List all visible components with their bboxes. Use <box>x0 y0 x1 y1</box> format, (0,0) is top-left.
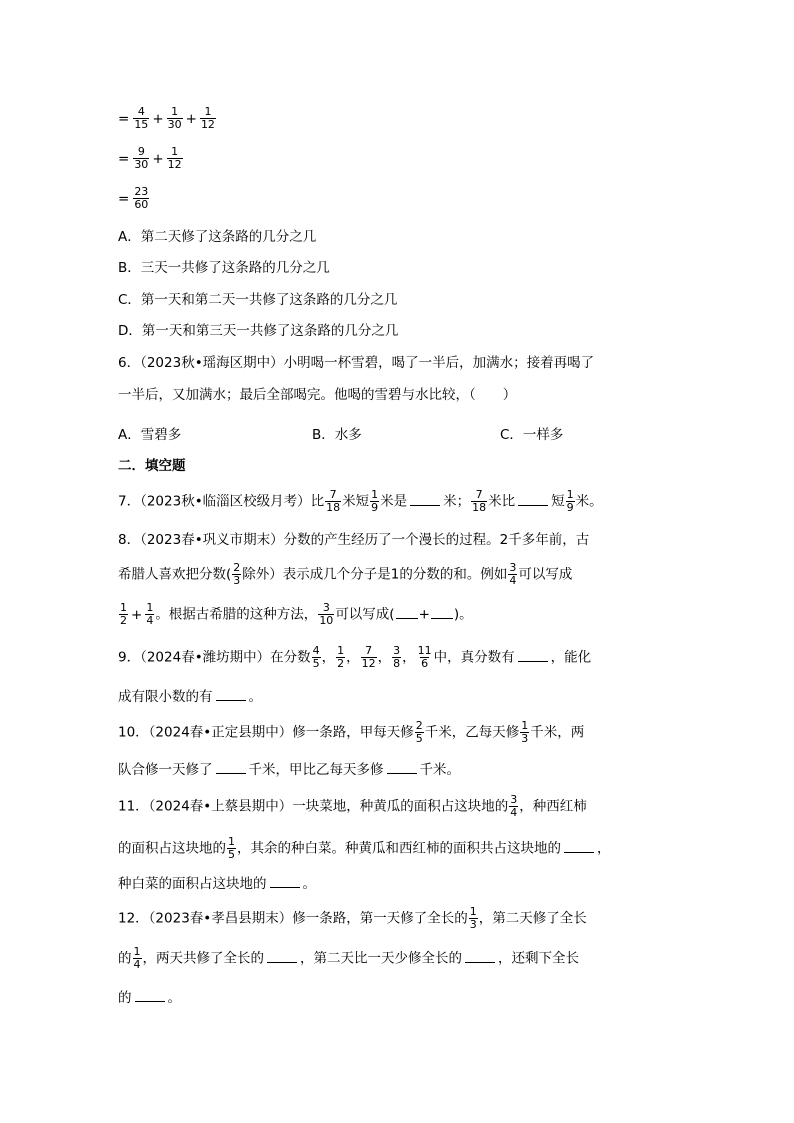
q12-line-1: 12．（2023春•孝昌县期末）修一条路，第一天修了全长的 $\frac{1}{3}$ ，第二天修了全长 <box>118 905 587 931</box>
answer-blank[interactable] <box>431 604 453 619</box>
q9-line-1: 9．（2024春•潍坊期中）在分数 $\frac{4}{5}$ ， $\frac{1}{2}$ ， $\frac{7}{12}$ ， $\frac{3}{8}$ ， $\frac{11}{6}$ 中，真分数有 ，能化 <box>118 644 592 670</box>
fraction: $\frac{1}{12}$ <box>200 105 215 131</box>
q10-line-2: 队合修一天修了 千米，甲比乙每天多修 千米。 <box>118 759 460 780</box>
q11-line-3: 种白菜的面积占这块地的 。 <box>118 873 316 894</box>
q11-line-1: 11．（2024春•上蔡县期中）一块菜地，种黄瓜的面积占这块地的 $\frac{3}{4}$ ，种西红柿 <box>118 793 587 819</box>
fraction: $\frac{7}{12}$ <box>361 644 376 670</box>
solution-step-3: = $\frac{23}{60}$ <box>118 185 149 211</box>
fraction: $\frac{1}{9}$ <box>371 488 379 514</box>
section-title-fill-blank: 二．填空题 <box>118 458 186 474</box>
answer-blank[interactable] <box>410 491 440 506</box>
q6-option-a: A．雪碧多 <box>118 427 182 443</box>
q10-line-1: 10．（2024春•正定县期中）修一条路，甲每天修 $\frac{2}{5}$ 千米，乙每天修 $\frac{1}{3}$ 千米，两 <box>118 719 585 745</box>
q9-line-2: 成有限小数的有 。 <box>118 686 262 707</box>
fraction: $\frac{7}{18}$ <box>472 488 487 514</box>
answer-blank[interactable] <box>518 491 548 506</box>
fraction: $\frac{1}{30}$ <box>167 105 182 131</box>
answer-blank[interactable] <box>465 948 495 963</box>
q6-line-2: 一半后，又加满水；最后全部喝完。他喝的雪碧与水比较，（ ） <box>118 387 517 403</box>
q5-option-d: D．第一天和第三天一共修了这条路的几分之几 <box>118 323 399 339</box>
q8-line-1: 8．（2023春•巩义市期末）分数的产生经历了一个漫长的过程。2千多年前，古 <box>118 532 590 548</box>
answer-blank[interactable] <box>267 948 297 963</box>
solution-step-2: = $\frac{9}{30}$ + $\frac{1}{12}$ <box>118 145 182 171</box>
answer-blank[interactable] <box>396 604 418 619</box>
q8-line-2: 希腊人喜欢把分数( $\frac{2}{3}$ 除外）表示成几个分子是1的分数的和。例如 $\frac{3}{4}$ 可以写成 <box>118 561 573 587</box>
answer-blank[interactable] <box>216 759 246 774</box>
fraction: $\frac{1}{2}$ <box>120 601 127 627</box>
answer-blank[interactable] <box>270 873 300 888</box>
q5-option-c: C．第一天和第二天一共修了这条路的几分之几 <box>118 292 398 308</box>
fraction: $\frac{1}{5}$ <box>228 835 235 861</box>
fraction: $\frac{1}{12}$ <box>167 145 182 171</box>
fraction: $\frac{1}{3}$ <box>469 905 477 931</box>
answer-blank[interactable] <box>518 647 548 662</box>
fraction: $\frac{3}{4}$ <box>510 793 518 819</box>
answer-blank[interactable] <box>564 838 594 853</box>
q7-line: 7．（2023秋•临淄区校级月考）比 $\frac{7}{18}$ 米短 $\frac{1}{9}$ 米是 米； $\frac{7}{18}$ 米比 短 $\frac{1}{9}$ 米。 <box>118 488 603 514</box>
fraction: $\frac{7}{18}$ <box>326 488 341 514</box>
fraction: $\frac{4}{15}$ <box>134 105 149 131</box>
answer-blank[interactable] <box>216 686 246 701</box>
solution-step-1: = $\frac{4}{15}$ + $\frac{1}{30}$ + $\frac{1}{12}$ <box>118 105 215 131</box>
q12-line-2: 的 $\frac{1}{4}$ ，两天共修了全长的 ，第二天比一天少修全长的 ，还剩下全长 <box>118 945 579 971</box>
fraction: $\frac{2}{5}$ <box>415 719 423 745</box>
fraction: $\frac{1}{4}$ <box>133 945 141 971</box>
answer-blank[interactable] <box>387 759 417 774</box>
fraction: $\frac{1}{9}$ <box>566 488 574 514</box>
fraction: $\frac{4}{5}$ <box>312 644 320 670</box>
q6-option-b: B．水多 <box>312 427 362 443</box>
q11-line-2: 的面积占这块地的 $\frac{1}{5}$ ，其余的种白菜。种黄瓜和西红柿的面积共占这块地的 ， <box>118 835 611 861</box>
fraction: $\frac{3}{10}$ <box>319 601 334 627</box>
answer-blank[interactable] <box>135 987 165 1002</box>
fraction: $\frac{9}{30}$ <box>134 145 149 171</box>
fraction: $\frac{1}{4}$ <box>146 601 154 627</box>
q6-option-c: C．一样多 <box>500 427 564 443</box>
q5-option-a: A．第二天修了这条路的几分之几 <box>118 229 317 245</box>
fraction: $\frac{3}{8}$ <box>393 644 401 670</box>
q12-line-3: 的 。 <box>118 987 181 1008</box>
fraction: $\frac{1}{2}$ <box>337 644 345 670</box>
q8-line-3: $\frac{1}{2}$ + $\frac{1}{4}$ 。根据古希腊的这种方法， $\frac{3}{10}$ 可以写成( + )。 <box>120 601 473 627</box>
fraction: $\frac{23}{60}$ <box>134 185 149 211</box>
q5-option-b: B．三天一共修了这条路的几分之几 <box>118 260 330 276</box>
fraction: $\frac{11}{6}$ <box>417 644 432 670</box>
q6-line-1: 6．（2023秋•瑶海区期中）小明喝一杯雪碧，喝了一半后，加满水；接着再喝了 <box>118 355 595 371</box>
fraction: $\frac{2}{3}$ <box>233 561 241 587</box>
fraction: $\frac{3}{4}$ <box>509 561 517 587</box>
fraction: $\frac{1}{3}$ <box>521 719 529 745</box>
